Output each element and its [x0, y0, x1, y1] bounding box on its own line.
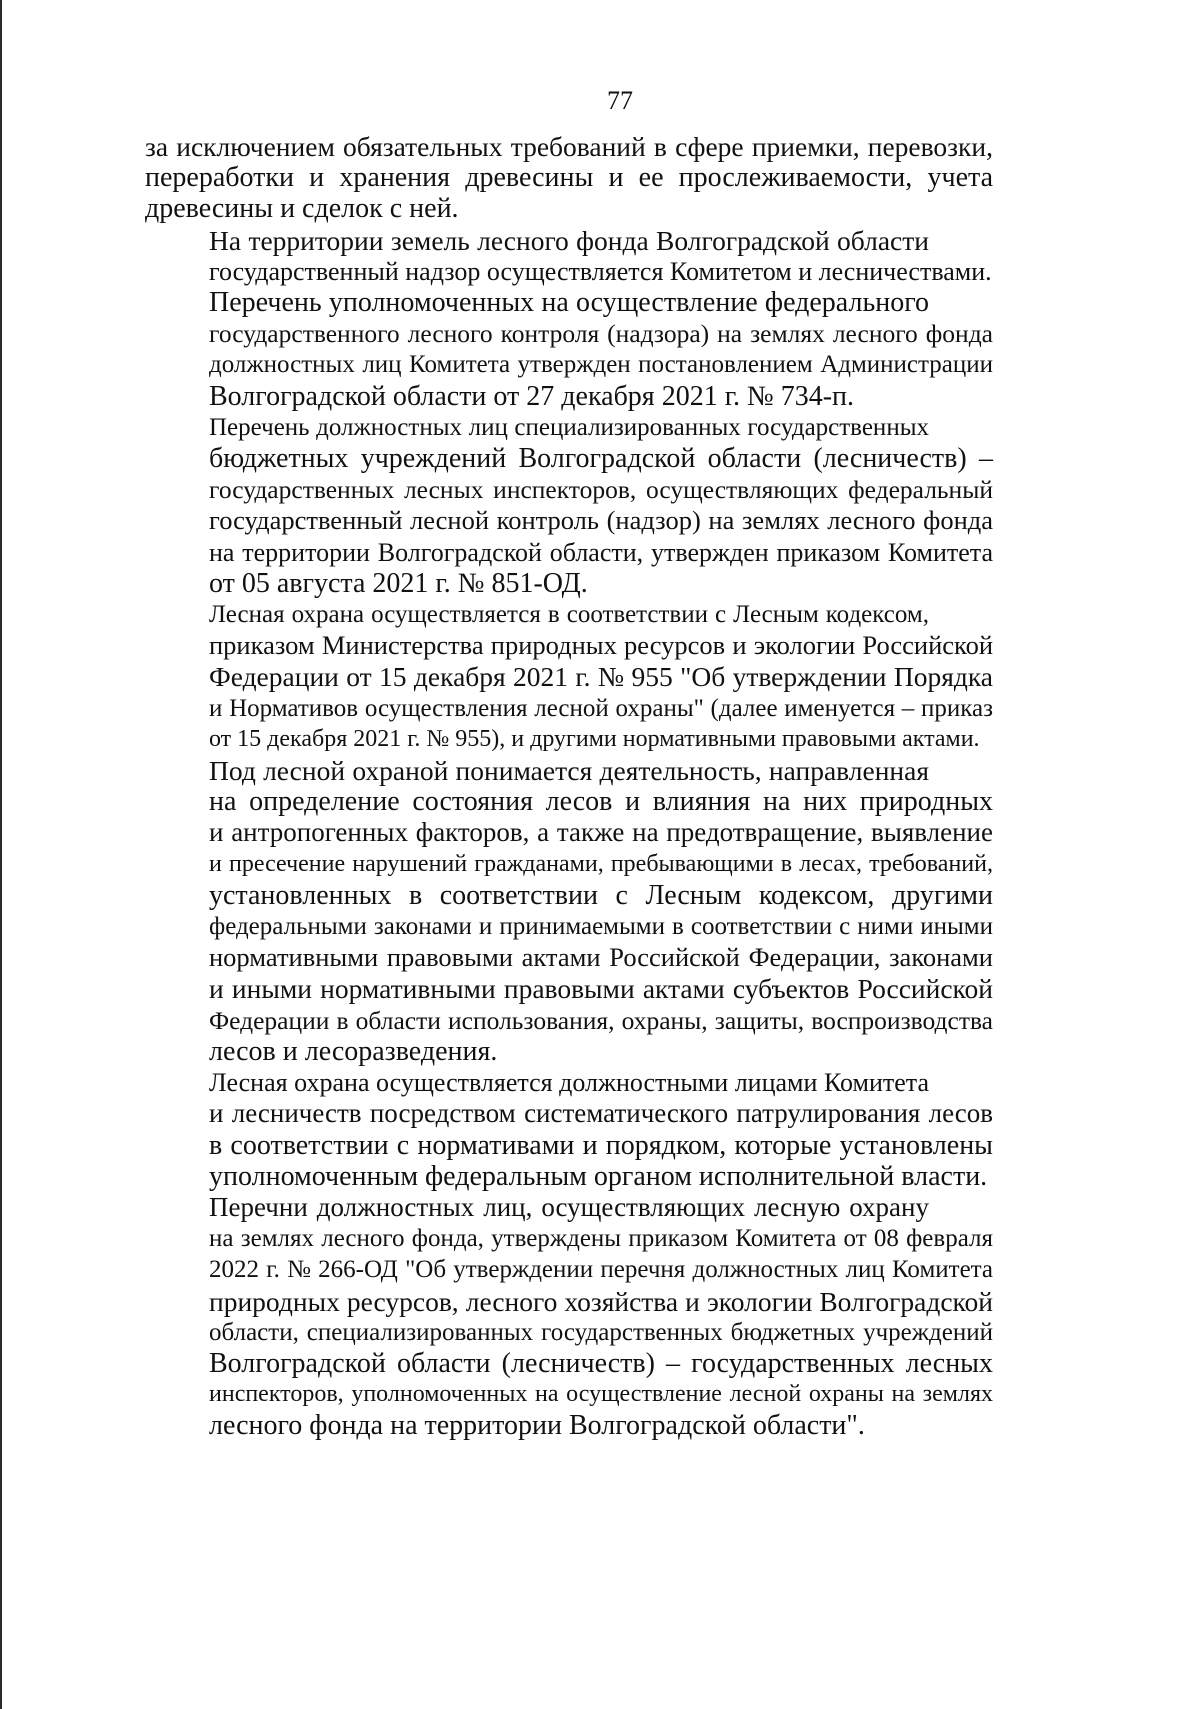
text-line: природных ресурсов, лесного хозяйства и экологии Волгоградской — [209, 1285, 993, 1317]
text-line: Федерации в области использования, охраны, защиты, воспроизводства — [209, 1005, 993, 1035]
text-line: установленных в соответствии с Лесным кодексом, другими — [209, 879, 993, 911]
paragraph — [145, 1067, 993, 1192]
text-line: федеральными законами и принимаемыми в соответствии с ними иными — [209, 913, 993, 941]
text-line: государственных лесных инспекторов, осуществляющих федеральный — [209, 475, 993, 505]
text-line: и Нормативов осуществления лесной охраны" (далее именуется – приказ — [209, 694, 993, 722]
text-line: переработки и хранения древесины и ее прослеживаемости, учета — [145, 162, 993, 194]
paragraph — [145, 225, 993, 287]
text-line: нормативными правовыми актами Российской Федерации, законами — [209, 942, 993, 973]
text-line: древесины и сделок с ней. — [145, 193, 459, 225]
paragraph — [145, 412, 993, 599]
text-line: и антропогенных факторов, а также на предотвращение, выявление — [209, 817, 993, 848]
paragraph — [145, 131, 993, 225]
text-line: Лесная охрана осуществляется в соответствии с Лесным кодексом, — [209, 601, 929, 629]
text-line: должностных лиц Комитета утвержден постановлением Администрации — [209, 351, 993, 379]
text-line: государственного лесного контроля (надзора) на землях лесного фонда — [209, 319, 993, 349]
scan-edge — [0, 0, 2, 1709]
text-line: Перечни должностных лиц, осуществляющих лесную охрану — [209, 1191, 929, 1222]
text-line: Под лесной охраной понимается деятельность, направленная — [209, 755, 929, 787]
text-line: Перечень должностных лиц специализированных государственных — [209, 413, 929, 441]
text-line: Перечень уполномоченных на осуществление федерального — [209, 287, 929, 319]
text-line: уполномоченным федеральным органом исполнительной власти. — [209, 1160, 988, 1192]
text-line: Федерации от 15 декабря 2021 г. № 955 "Об утверждении Порядка — [209, 661, 993, 693]
paragraph — [145, 287, 993, 412]
page-number: 77 — [607, 86, 633, 115]
text-line: Волгоградской области (лесничеств) – государственных лесных — [209, 1347, 993, 1379]
text-line: государственный лесной контроль (надзор) на землях лесного фонда — [209, 505, 993, 536]
text-line: На территории земель лесного фонда Волгоградской области — [209, 224, 929, 256]
text-line: лесного фонда на территории Волгоградской области". — [209, 1410, 865, 1442]
text-line: и пресечение нарушений гражданами, пребывающими в лесах, требований, — [209, 850, 993, 877]
text-line: за исключением обязательных требований в сфере приемки, перевозки, — [145, 131, 993, 162]
text-line: в соответствии с нормативами и порядком, которые установлены — [209, 1129, 993, 1161]
text-line: на определение состояния лесов и влияния на них природных — [209, 786, 993, 818]
text-line: от 05 августа 2021 г. № 851-ОД. — [209, 567, 588, 599]
text-line: государственный надзор осуществляется Комитетом и лесничествами. — [209, 256, 992, 286]
text-line: приказом Министерства природных ресурсов и экологии Российской — [209, 630, 993, 661]
text-line: лесов и лесоразведения. — [209, 1035, 498, 1067]
text-line: и лесничеств посредством систематического патрулирования лесов — [209, 1098, 993, 1129]
text-line: на землях лесного фонда, утверждены приказом Комитета от 08 февраля — [209, 1225, 993, 1253]
text-line: Лесная охрана осуществляется должностными лицами Комитета — [209, 1068, 929, 1098]
text-line: области, специализированных государственных бюджетных учреждений — [209, 1318, 993, 1346]
text-line: Волгоградской области от 27 декабря 2021 г. № 734-п. — [209, 380, 855, 412]
text-line: от 15 декабря 2021 г. № 955), и другими нормативными правовыми актами. — [209, 725, 980, 752]
paragraph — [145, 1192, 993, 1442]
document-body — [145, 131, 993, 1442]
paragraph — [145, 755, 993, 1067]
text-line: и иными нормативными правовыми актами субъектов Российской — [209, 973, 993, 1005]
text-line: 2022 г. № 266-ОД "Об утверждении перечня должностных лиц Комитета — [209, 1256, 993, 1284]
text-line: инспекторов, уполномоченных на осуществление лесной охраны на землях — [209, 1381, 993, 1408]
text-line: на территории Волгоградской области, утвержден приказом Комитета — [209, 537, 993, 567]
text-line: бюджетных учреждений Волгоградской области (лесничеств) – — [209, 443, 993, 475]
paragraph — [145, 599, 993, 755]
